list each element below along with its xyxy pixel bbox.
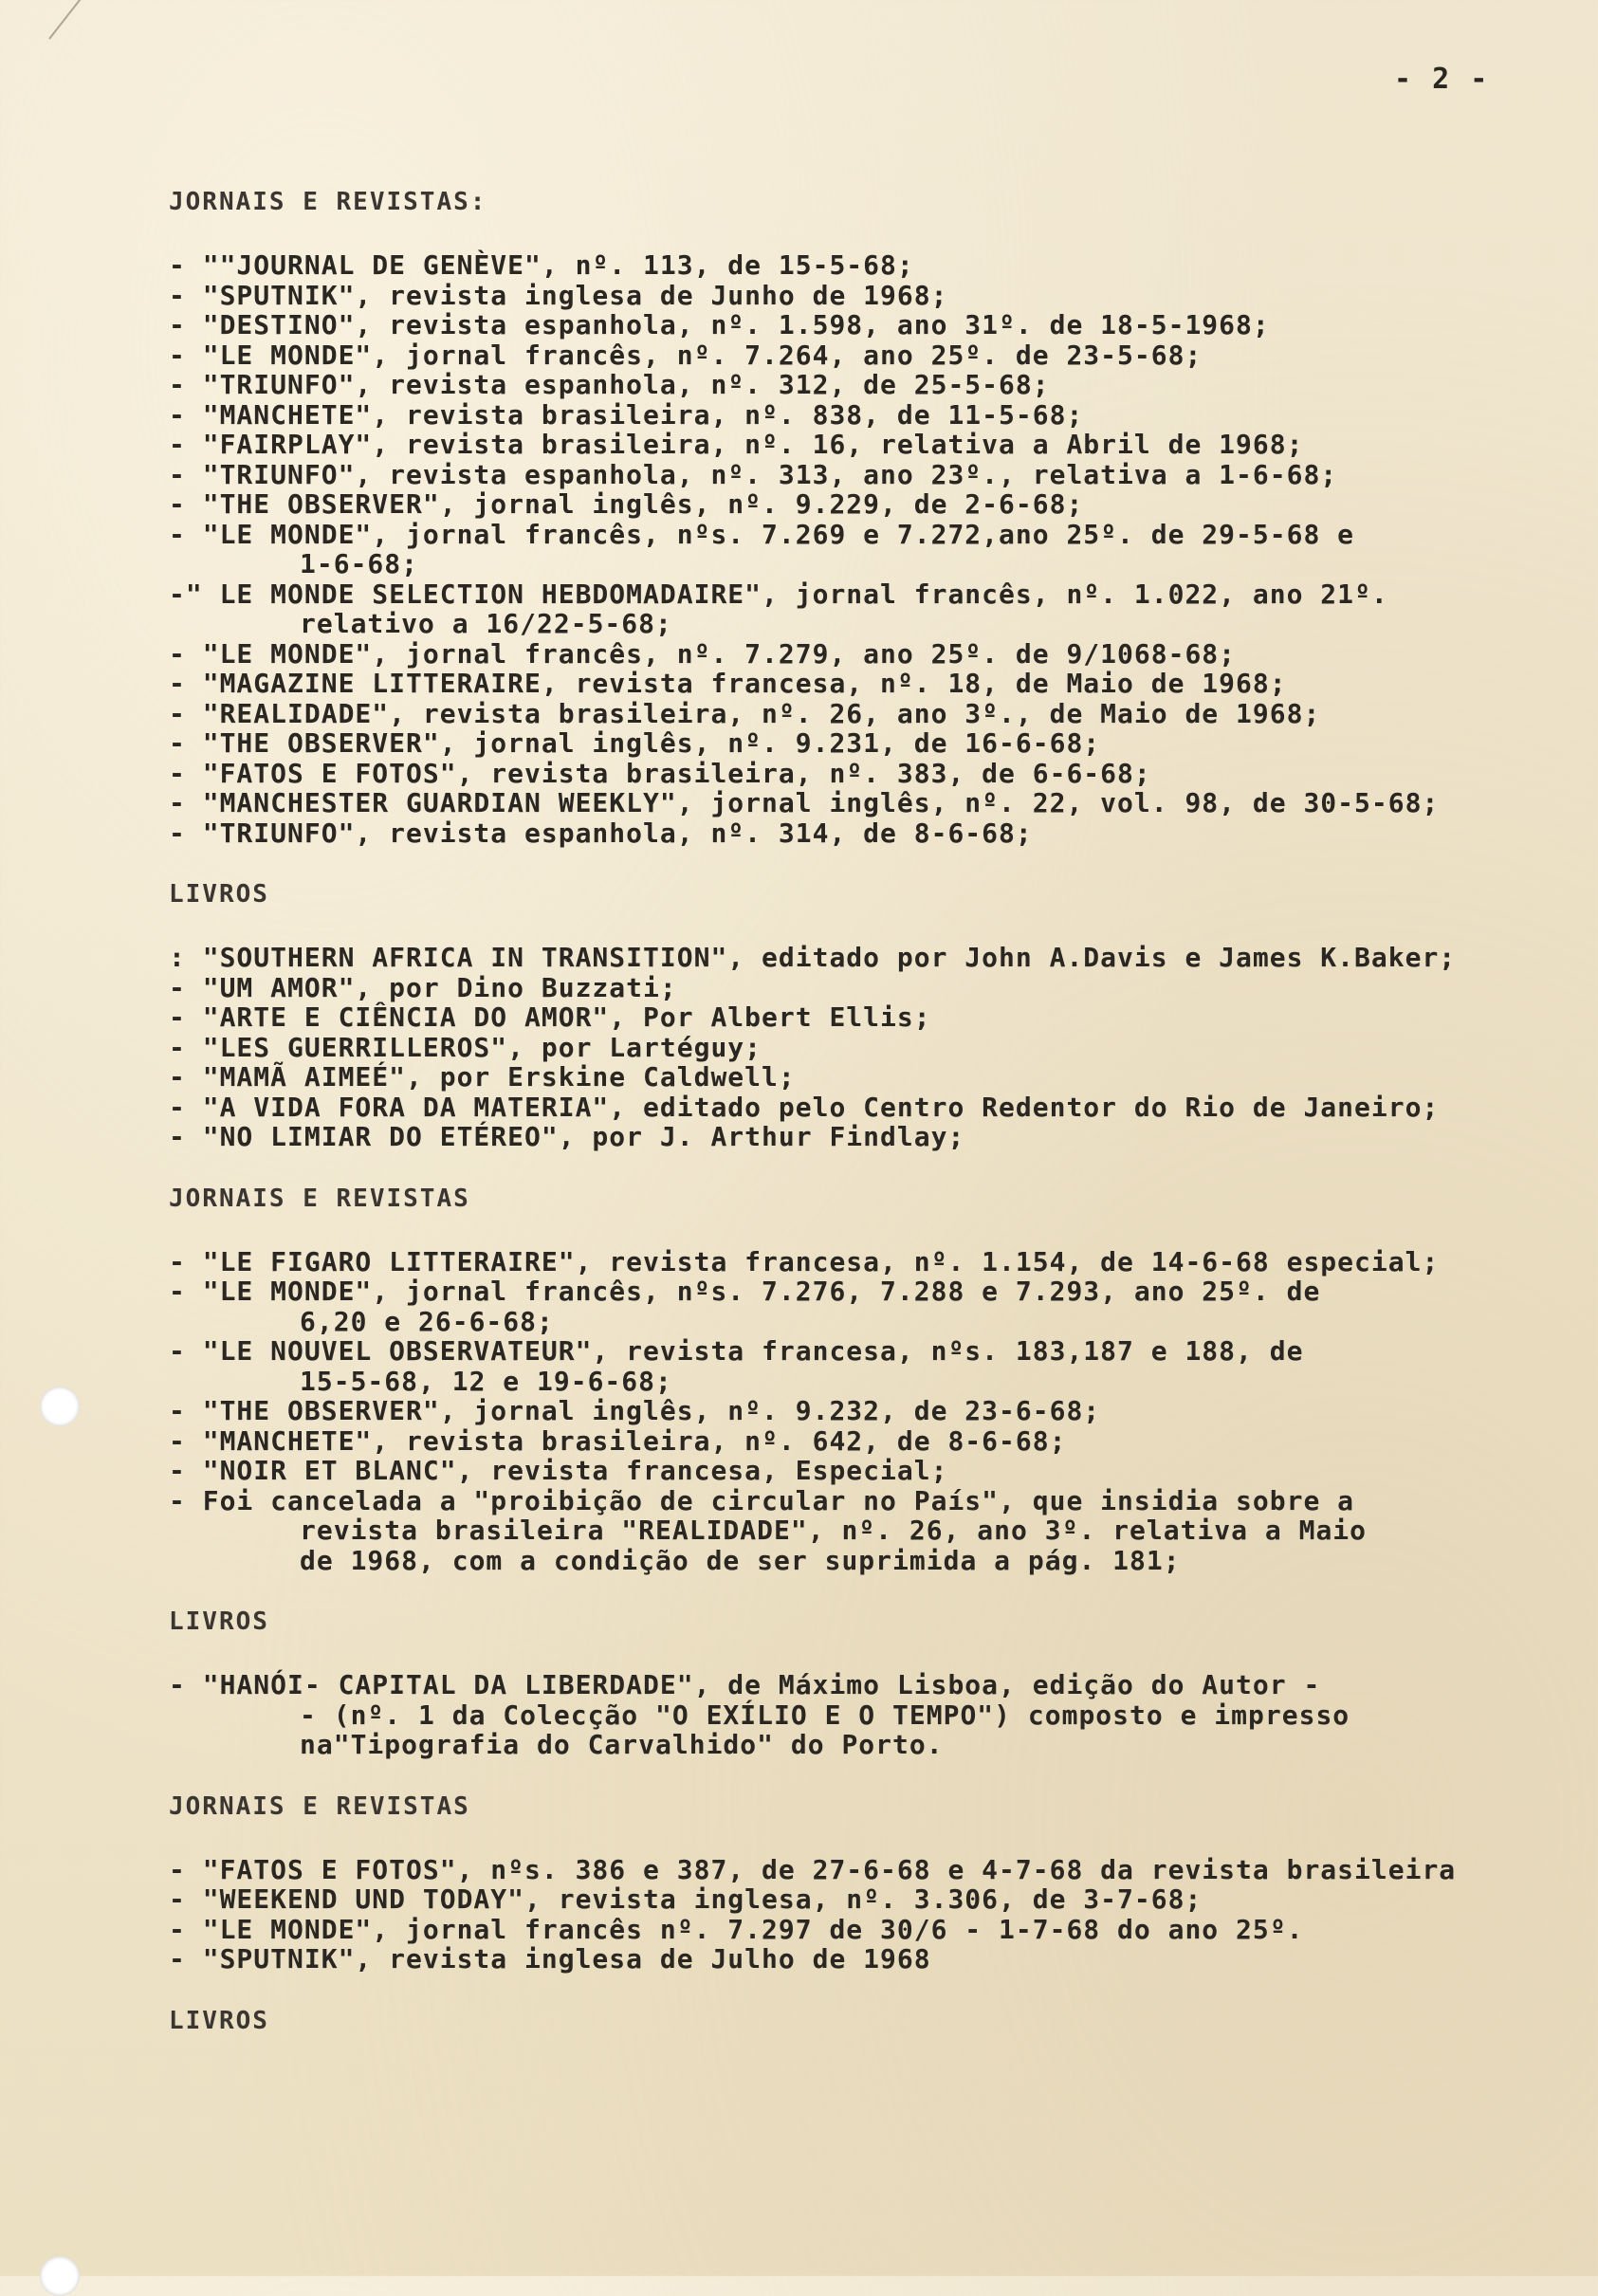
list-item: - "LE MONDE", jornal francês, nºs. 7.276, 7.288 e 7.293, ano 25º. de 6,20 e 26-6-68; xyxy=(169,1276,1321,1337)
list-item: - ""JOURNAL DE GENÈVE", nº. 113, de 15-5-68; xyxy=(169,249,914,281)
section-heading: LIVROS xyxy=(169,2006,269,2035)
list-item: - "THE OBSERVER", jornal inglês, nº. 9.231, de 16-6-68; xyxy=(169,727,1101,759)
list-item: - "SPUTNIK", revista inglesa de Junho de 1968; xyxy=(169,279,948,311)
punch-hole xyxy=(40,2256,80,2296)
fold-mark xyxy=(48,0,91,40)
list-item: - "HANÓI- CAPITAL DA LIBERDADE", de Máximo Lisboa, edição do Autor - - (nº. 1 da Colecção "O EXÍLIO E O TEMPO") composto e impresso na"Tipografia do Carvalhido" do Porto. xyxy=(169,1669,1350,1760)
list-item: - "MANCHETE", revista brasileira, nº. 838, de 11-5-68; xyxy=(169,398,1084,431)
list-item: - "WEEKEND UND TODAY", revista inglesa, nº. 3.306, de 3-7-68; xyxy=(169,1883,1203,1915)
list-item: - "LE FIGARO LITTERAIRE", revista francesa, nº. 1.154, de 14-6-68 especial; xyxy=(169,1245,1440,1277)
list-item: - "FATOS E FOTOS", nºs. 386 e 387, de 27-6-68 e 4-7-68 da revista brasileira xyxy=(169,1853,1457,1885)
list-item: - "MAMÃ AIMEÉ", por Erskine Caldwell; xyxy=(169,1061,796,1093)
list-item: - "THE OBSERVER", jornal inglês, nº. 9.232, de 23-6-68; xyxy=(169,1395,1101,1426)
list-item: - "NO LIMIAR DO ETÉREO", por J. Arthur Findlay; xyxy=(169,1121,965,1152)
section-heading: LIVROS xyxy=(169,880,269,909)
section-heading: LIVROS xyxy=(169,1607,269,1636)
punch-hole xyxy=(40,1387,80,1426)
list-item: - "LE MONDE", jornal francês, nºs. 7.269 e 7.272,ano 25º. de 29-5-68 e 1-6-68; xyxy=(169,518,1355,579)
section-list xyxy=(169,1670,1572,1760)
section-list xyxy=(169,1247,1572,1576)
list-item: - "REALIDADE", revista brasileira, nº. 26, ano 3º., de Maio de 1968; xyxy=(169,697,1321,729)
list-item: - "MAGAZINE LITTERAIRE, revista francesa, nº. 18, de Maio de 1968; xyxy=(169,668,1287,699)
document-body xyxy=(169,188,1572,2050)
list-item: - "TRIUNFO", revista espanhola, nº. 312, de 25-5-68; xyxy=(169,369,1050,400)
section-heading: JORNAIS E REVISTAS xyxy=(169,1184,470,1213)
section-list xyxy=(169,250,1572,848)
section-heading: JORNAIS E REVISTAS xyxy=(169,1791,470,1821)
section-list xyxy=(169,943,1572,1152)
list-item: - "LE MONDE", jornal francês nº. 7.297 de 30/6 - 1-7-68 do ano 25º. xyxy=(169,1913,1304,1945)
section-heading: JORNAIS E REVISTAS: xyxy=(169,188,487,216)
list-item: - "TRIUNFO", revista espanhola, nº. 313, ano 23º., relativa a 1-6-68; xyxy=(169,458,1338,490)
list-item: - "DESTINO", revista espanhola, nº. 1.598, ano 31º. de 18-5-1968; xyxy=(169,309,1270,340)
list-item: -" LE MONDE SELECTION HEBDOMADAIRE", jornal francês, nº. 1.022, ano 21º. relativo a 16/22-5-68; xyxy=(169,578,1388,639)
list-item: - "MANCHETE", revista brasileira, nº. 642, de 8-6-68; xyxy=(169,1424,1067,1457)
list-item: - "LE MONDE", jornal francês, nº. 7.279, ano 25º. de 9/1068-68; xyxy=(169,637,1237,670)
list-item: - Foi cancelada a "proibição de circular no País", que insidia sobre a revista brasileira "REALIDADE", nº. 26, ano 3º. relativa a Maio de 1968, com a condição de ser suprimida a pág. 181; xyxy=(169,1484,1368,1576)
list-item: - "LES GUERRILLEROS", por Lartéguy; xyxy=(169,1031,762,1063)
list-item: - "LE MONDE", jornal francês, nº. 7.264, ano 25º. de 23-5-68; xyxy=(169,339,1203,371)
list-item: - "FAIRPLAY", revista brasileira, nº. 16, relativa a Abril de 1968; xyxy=(169,429,1304,460)
list-item: - "THE OBSERVER", jornal inglês, nº. 9.229, de 2-6-68; xyxy=(169,488,1084,520)
list-item: - "ARTE E CIÊNCIA DO AMOR", Por Albert Ellis; xyxy=(169,1001,931,1033)
list-item: - "TRIUNFO", revista espanhola, nº. 314, de 8-6-68; xyxy=(169,817,1033,849)
list-item: - "SPUTNIK", revista inglesa de Julho de 1968 xyxy=(169,1943,931,1975)
list-item: - "UM AMOR", por Dino Buzzati; xyxy=(169,971,677,1003)
list-item: - "NOIR ET BLANC", revista francesa, Especial; xyxy=(169,1455,948,1486)
list-item: - "MANCHESTER GUARDIAN WEEKLY", jornal inglês, nº. 22, vol. 98, de 30-5-68; xyxy=(169,787,1440,818)
page-number: - 2 - xyxy=(1394,63,1490,96)
section-list xyxy=(169,1855,1572,1975)
list-item: - "A VIDA FORA DA MATERIA", editado pelo Centro Redentor do Rio de Janeiro; xyxy=(169,1091,1440,1123)
list-item: : "SOUTHERN AFRICA IN TRANSITION", editado por John A.Davis e James K.Baker; xyxy=(169,942,1457,973)
list-item: - "LE NOUVEL OBSERVATEUR", revista francesa, nºs. 183,187 e 188, de 15-5-68, 12 e 19-6-68; xyxy=(169,1335,1304,1397)
list-item: - "FATOS E FOTOS", revista brasileira, nº. 383, de 6-6-68; xyxy=(169,757,1151,789)
